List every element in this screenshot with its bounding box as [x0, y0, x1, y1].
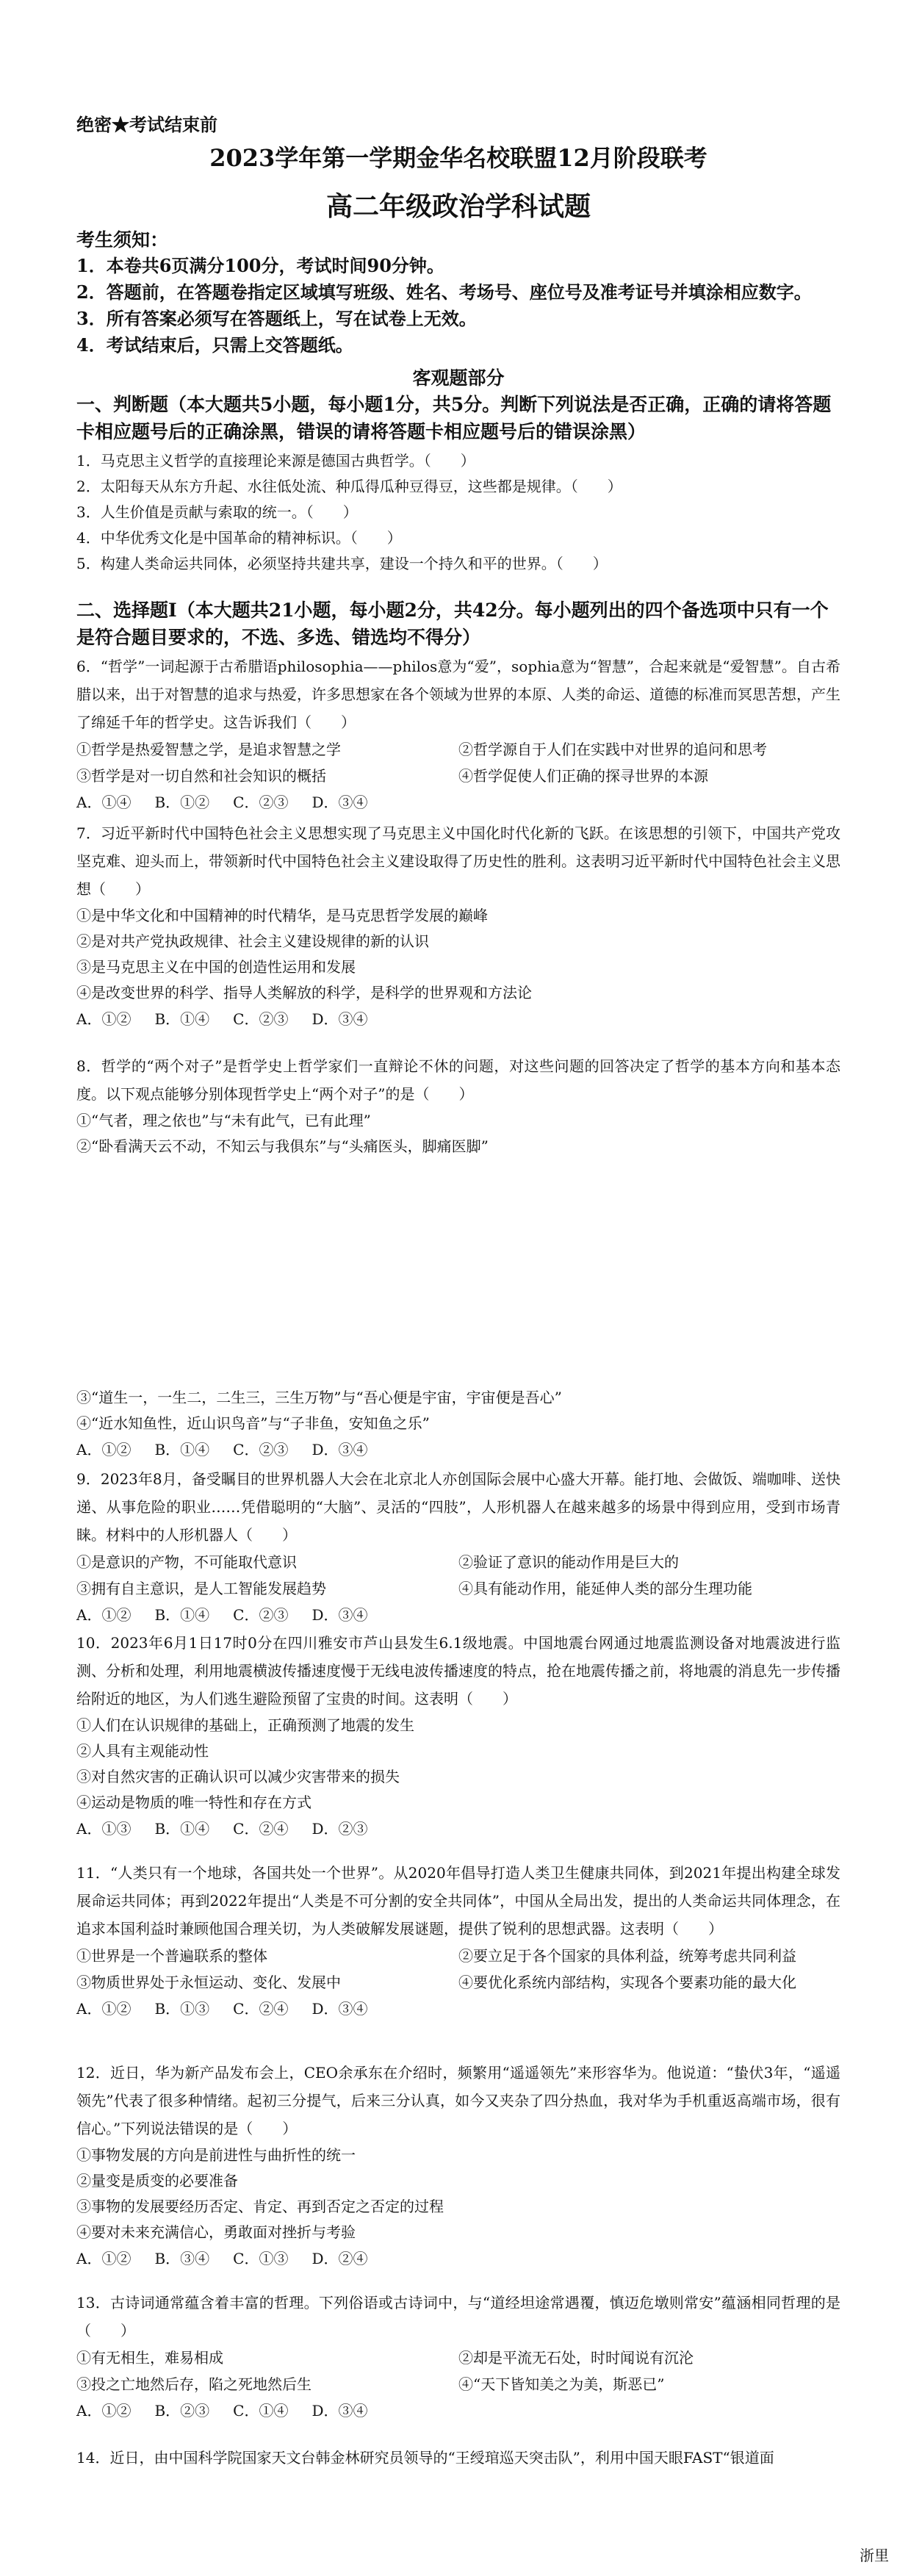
option-c: C．②③ [233, 1010, 289, 1028]
question-stem: 11．“人类只有一个地球，各国共处一个世界”。从2020年倡导打造人类卫生健康共同体，到2021年提出构建全球发展命运共同体；再到2022年提出“人类是不可分割的安全共同体”，中国从全局出发，提出的人类命运共同体理念，在追求本国利益时兼顾他国合理关切，为人类破解发展谜题，提供了锐利的思想武器。这表明（ ） [76, 1864, 840, 1938]
judgement-item: 4．中华优秀文化是中国革命的精神标识。（ ） [76, 529, 402, 547]
statement: ②人具有主观能动性 [76, 1742, 209, 1760]
answer-options [76, 1006, 840, 1032]
question-stem: 7．习近平新时代中国特色社会主义思想实现了马克思主义中国化时代化新的飞跃。在该思想的引领下，中国共产党攻坚克难、迎头而上，带领新时代中国特色社会主义建设取得了历史性的胜利。这表明习近平新时代中国特色社会主义思想（ ） [76, 824, 840, 898]
statement: ④运动是物质的唯一特性和存在方式 [76, 1794, 312, 1811]
answer-options [76, 789, 840, 816]
question-stem: 13．古诗词通常蕴含着丰富的哲理。下列俗语或古诗词中，与“道经坦途常遇覆，慎迈危墩则常安”蕴涵相同哲理的是（ ） [76, 2294, 840, 2339]
statement: ①有无相生，难易相成 [76, 2349, 223, 2367]
statement: ②却是平流无石处，时时闻说有沉沦 [458, 2349, 694, 2367]
notice-item: 2．答题前，在答题卷指定区域填写班级、姓名、考场号、座位号及准考证号并填涂相应数字。 [76, 281, 812, 303]
statement: ③投之亡地然后存，陷之死地然后生 [76, 2375, 312, 2393]
question-11 [76, 1859, 840, 2022]
judgement-item: 1．马克思主义哲学的直接理论来源是德国古典哲学。（ ） [76, 452, 475, 469]
option-a: A．①② [76, 1441, 132, 1458]
option-d: D．③④ [312, 2000, 368, 2018]
option-b: B．①② [154, 794, 210, 811]
option-b: B．①④ [154, 1010, 210, 1028]
candidate-notice [76, 228, 840, 359]
option-d: D．③④ [312, 1441, 368, 1458]
option-b: B．①④ [154, 1441, 210, 1458]
option-a: A．①③ [76, 1820, 132, 1838]
option-b: B．③④ [154, 2250, 210, 2267]
statement: ④要优化系统内部结构，实现各个要素功能的最大化 [458, 1974, 796, 1991]
statement: ②要立足于各个国家的具体利益，统筹考虑共同利益 [458, 1947, 796, 1965]
statement: ②是对共产党执政规律、社会主义建设规律的新的认识 [76, 932, 429, 950]
statement: ①事物发展的方向是前进性与曲折性的统一 [76, 2146, 356, 2164]
option-c: C．①③ [233, 2250, 289, 2267]
option-d: D．③④ [312, 2402, 368, 2420]
question-6 [76, 652, 840, 816]
exam-title: 2023学年第一学期金华名校联盟12月阶段联考 [209, 144, 707, 172]
statement: ④具有能动作用，能延伸人类的部分生理功能 [458, 1580, 752, 1597]
statement: ④是改变世界的科学、指导人类解放的科学，是科学的世界观和方法论 [76, 984, 532, 1001]
statement: ①“气者，理之依也”与“未有此气，已有此理” [76, 1112, 371, 1129]
question-14 [76, 2445, 840, 2471]
option-b: B．①④ [154, 1820, 210, 1838]
answer-options [76, 1602, 840, 1628]
option-d: D．③④ [312, 794, 368, 811]
statement: ②验证了意识的能动作用是巨大的 [458, 1553, 679, 1571]
statement: ③物质世界处于永恒运动、变化、发展中 [76, 1974, 341, 1991]
option-d: D．③④ [312, 1010, 368, 1028]
answer-options [76, 2245, 840, 2272]
section-judgement [76, 391, 840, 577]
section-heading: 一、判断题（本大题共5小题，每小题1分，共5分。判断下列说法是否正确，正确的请将答题卡相应题号后的正确涂黑，错误的请将答题卡相应题号后的错误涂黑） [76, 394, 832, 442]
option-c: C．①④ [233, 2402, 289, 2420]
statement: ②量变是质变的必要准备 [76, 2172, 238, 2190]
notice-item: 4．考试结束后，只需上交答题纸。 [76, 334, 353, 356]
option-d: D．③④ [312, 1606, 368, 1624]
statement: ①哲学是热爱智慧之学，是追求智慧之学 [76, 741, 341, 758]
statement: ④“近水知鱼性，近山识鸟音”与“子非鱼，安知鱼之乐” [76, 1414, 430, 1432]
option-a: A．①② [76, 2250, 132, 2267]
judgement-item: 3．人生价值是贡献与索取的统一。（ ） [76, 503, 358, 521]
question-stem: 6．“哲学”一词起源于古希腊语philosophia——philos意为“爱”，sophia意为“智慧”，合起来就是“爱智慧”。自古希腊以来，出于对智慧的追求与热爱，许多思想家在各个领域为世界的本原、人类的命运、道德的标准而冥思苦想，产生了绵延千年的哲学史。这告诉我们（ ） [76, 658, 840, 731]
question-10 [76, 1629, 840, 1842]
footer-watermark: 浙里 [860, 2547, 889, 2564]
option-b: B．①③ [154, 2000, 210, 2018]
statement: ④哲学促使人们正确的探寻世界的本源 [458, 767, 708, 785]
part-title: 客观题部分 [412, 367, 505, 389]
option-a: A．①② [76, 2000, 132, 2018]
section-heading: 二、选择题Ⅰ（本大题共21小题，每小题2分，共42分。每小题列出的四个备选项中只有一个是符合题目要求的，不选、多选、错选均不得分） [76, 600, 829, 648]
statement: ③拥有自主意识，是人工智能发展趋势 [76, 1580, 326, 1597]
question-8-continued [76, 1385, 840, 1463]
statement: ③是马克思主义在中国的创造性运用和发展 [76, 958, 356, 976]
judgement-item: 2．太阳每天从东方升起、水往低处流、种瓜得瓜种豆得豆，这些都是规律。（ ） [76, 478, 622, 495]
option-a: A．①② [76, 1606, 132, 1624]
answer-options [76, 1816, 840, 1842]
option-c: C．②③ [233, 1441, 289, 1458]
statement: ④“天下皆知美之为美，斯恶已” [458, 2375, 665, 2393]
question-12 [76, 2059, 840, 2272]
statement: ③“道生一，一生二，二生三，三生万物”与“吾心便是宇宙，宇宙便是吾心” [76, 1389, 562, 1406]
statement: ④要对未来充满信心，勇敢面对挫折与考验 [76, 2223, 356, 2241]
question-stem: 9．2023年8月，备受瞩目的世界机器人大会在北京北人亦创国际会展中心盛大开幕。能打地、会做饭、端咖啡、送快递、从事危险的职业……凭借聪明的“大脑”、灵活的“四肢”，人形机器人在越来越多的场景中得到应用，受到市场青睐。材料中的人形机器人（ ） [76, 1470, 840, 1544]
option-a: A．①② [76, 2402, 132, 2420]
option-b: B．①④ [154, 1606, 210, 1624]
notice-item: 1．本卷共6页满分100分，考试时间90分钟。 [76, 255, 444, 276]
question-13 [76, 2289, 840, 2424]
question-stem: 10．2023年6月1日17时0分在四川雅安市芦山县发生6.1级地震。中国地震台网通过地震监测设备对地震波进行监测、分析和处理，利用地震横波传播速度慢于无线电波传播速度的特点，抢在地震传播之前，将地震的消息先一步传播给附近的地区，为人们逃生避险预留了宝贵的时间。这表明（ ） [76, 1634, 840, 1708]
option-c: C．②④ [233, 2000, 289, 2018]
option-b: B．②③ [154, 2402, 210, 2420]
answer-options [76, 1436, 840, 1463]
option-a: A．①④ [76, 794, 132, 811]
option-c: C．②④ [233, 1820, 289, 1838]
notice-item: 3．所有答案必须写在答题纸上，写在试卷上无效。 [76, 308, 477, 329]
option-c: C．②③ [233, 794, 289, 811]
question-7 [76, 819, 840, 1032]
statement: ③事物的发展要经历否定、肯定、再到否定之否定的过程 [76, 2198, 444, 2215]
notice-heading: 考生须知： [76, 229, 169, 251]
statement: ③对自然灾害的正确认识可以减少灾害带来的损失 [76, 1768, 400, 1785]
option-d: D．②③ [312, 1820, 368, 1838]
exam-subtitle: 高二年级政治学科试题 [325, 191, 591, 222]
answer-options [76, 1996, 840, 2022]
statement: ①世界是一个普遍联系的整体 [76, 1947, 267, 1965]
option-a: A．①② [76, 1010, 132, 1028]
statement: ②哲学源自于人们在实践中对世界的追问和思考 [458, 741, 767, 758]
question-stem: 8．哲学的“两个对子”是哲学史上哲学家们一直辩论不休的问题，对这些问题的回答决定了哲学的基本方向和基本态度。以下观点能够分别体现哲学史上“两个对子”的是（ ） [76, 1057, 840, 1103]
question-9 [76, 1465, 840, 1628]
statement: ②“卧看满天云不动，不知云与我俱东”与“头痛医头，脚痛医脚” [76, 1137, 489, 1155]
confidential-mark: 绝密★考试结束前 [76, 114, 217, 135]
question-8 [76, 1052, 840, 1159]
statement: ①人们在认识规律的基础上，正确预测了地震的发生 [76, 1716, 414, 1734]
question-stem: 14．近日，由中国科学院国家天文台韩金林研究员领导的“王绶琯巡天突击队”，利用中国天眼FAST“银道面 [76, 2449, 774, 2467]
answer-options [76, 2397, 840, 2424]
section-choice [76, 597, 840, 651]
statement: ①是中华文化和中国精神的时代精华，是马克思哲学发展的巅峰 [76, 907, 488, 924]
judgement-item: 5．构建人类命运共同体，必须坚持共建共享，建设一个持久和平的世界。（ ） [76, 555, 608, 572]
option-c: C．②③ [233, 1606, 289, 1624]
statement: ①是意识的产物，不可能取代意识 [76, 1553, 297, 1571]
statement: ③哲学是对一切自然和社会知识的概括 [76, 767, 326, 785]
option-d: D．②④ [312, 2250, 368, 2267]
question-stem: 12．近日，华为新产品发布会上，CEO余承东在介绍时，频繁用“遥遥领先”来形容华为。他说道：“蛰伏3年，“遥遥领先”代表了很多种情绪。起初三分提气，后来三分认真，如今又夹杂了四分热血，我对华为手机重返高端市场，很有信心。”下列说法错误的是（ ） [76, 2064, 840, 2137]
